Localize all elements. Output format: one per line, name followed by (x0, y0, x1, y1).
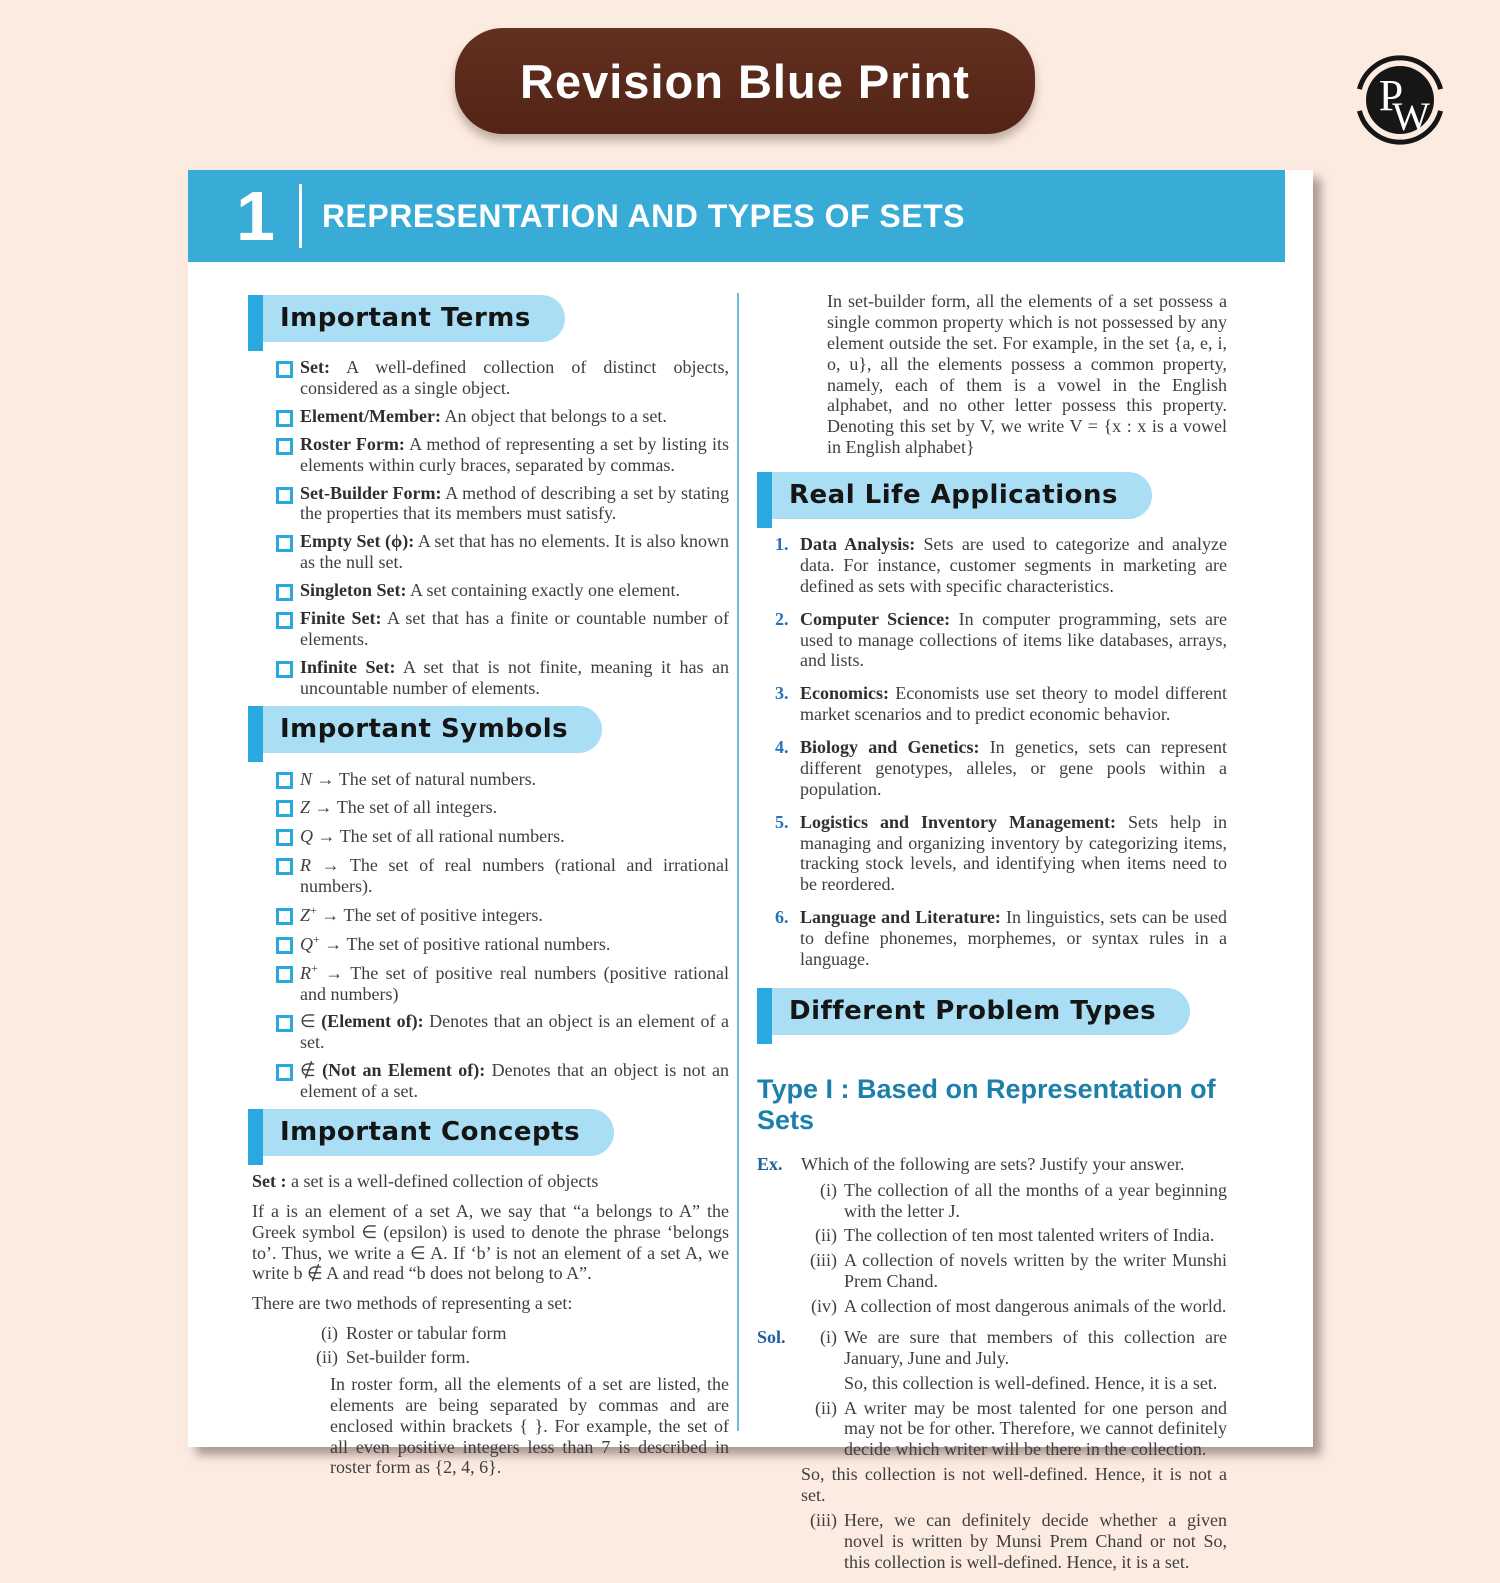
logo-letter-w: W (1392, 94, 1430, 139)
square-bullet-icon (276, 908, 293, 925)
book-page (188, 170, 1313, 1572)
revision-blueprint-title (455, 28, 1035, 134)
list-item: Singleton Set: A set containing exactly one element. (276, 580, 729, 601)
list-item: 1. Data Analysis: Sets are used to categorize and analyze data. For instance, customer segments in marketing are defined as sets with specific characteristics. (775, 534, 1227, 596)
section-different-problem-types (757, 988, 1190, 1035)
section-important-symbols (248, 706, 602, 753)
important-symbols-list (276, 768, 729, 1102)
square-bullet-icon (276, 772, 293, 789)
list-item: Q+ → The set of positive rational numbers. (276, 933, 729, 955)
section-heading: Important Concepts (263, 1109, 614, 1156)
square-bullet-icon (276, 410, 293, 427)
list-item: Infinite Set: A set that is not finite, meaning it has an uncountable number of elements. (276, 657, 729, 699)
list-item: 5. Logistics and Inventory Management: Sets help in managing and organizing inventory by categorizing items, tracking stock levels, and identifying when items need to be reordered. (775, 811, 1227, 895)
list-item: Z+ → The set of positive integers. (276, 904, 729, 926)
chapter-number: 1 (236, 177, 275, 255)
solution-block (757, 1327, 1227, 1577)
list-item: Element/Member: An object that belongs to a set. (276, 406, 729, 427)
square-bullet-icon (276, 858, 293, 875)
list-item: N → The set of natural numbers. (276, 768, 729, 790)
important-terms-list (276, 357, 729, 699)
ex-label: Ex. (757, 1153, 783, 1174)
list-item: ∉ (Not an Element of): Denotes that an object is not an element of a set. (276, 1060, 729, 1102)
list-item: ∈ (Element of): Denotes that an object is an element of a set. (276, 1011, 729, 1053)
chapter-separator (299, 184, 302, 248)
square-bullet-icon (276, 361, 293, 378)
roster-form-paragraph: In roster form, all the elements of a set are listed, the elements are being separated by commas and are enclosed within brackets { }. For example, the set of all even positive integers less than 7 is described in roster form as {2, 4, 6}. (330, 1373, 729, 1478)
section-heading: Different Problem Types (772, 988, 1190, 1035)
set-builder-paragraph: In set-builder form, all the elements of a set possess a single common property which is not possessed by any element outside the set. For example, in the set {a, e, i, o, u}, all the elements possess a common property, namely, each of them is a vowel in the English alphabet, and no other letter possess this property. Denoting this set by V, we write V = {x : x is a vowel in English alphabet} (827, 291, 1227, 458)
section-heading: Important Terms (263, 295, 565, 342)
method-item: (i) Roster or tabular form (321, 1323, 507, 1344)
list-item: R+ → The set of positive real numbers (positive rational and numbers) (276, 962, 729, 1005)
ex-item: (iii) A collection of novels written by the writer Munshi Prem Chand. (810, 1250, 1227, 1292)
square-bullet-icon (276, 584, 293, 601)
pw-logo (1352, 52, 1448, 148)
real-life-applications-list (757, 534, 1227, 970)
square-bullet-icon (276, 487, 293, 504)
square-bullet-icon (276, 966, 293, 983)
ex-question: Which of the following are sets? Justify your answer. (801, 1153, 1185, 1174)
sol-item: (i) We are sure that members of this collection are January, June and July. (820, 1326, 1227, 1368)
list-item: Set-Builder Form: A method of describing a set by stating the properties that its members must satisfy. (276, 483, 729, 525)
important-concepts-body (248, 1171, 729, 1478)
type-heading: Type I : Based on Representation of Sets (757, 1073, 1216, 1135)
section-important-terms (248, 295, 565, 342)
section-heading: Real Life Applications (772, 472, 1152, 519)
logo-letter-p: P (1378, 71, 1404, 120)
list-item: Empty Set (ϕ): A set that has no elements. It is also known as the null set. (276, 531, 729, 573)
sol-item: (iii) Here, we can definitely decide whether a given novel is written by Munsi Prem Chand or not So, this collection is well-defined. Hence, it is a set. (810, 1509, 1227, 1572)
sol-label: Sol. (757, 1326, 786, 1347)
example-block (757, 1154, 1227, 1321)
square-bullet-icon (276, 1015, 293, 1032)
concept-set-definition: Set : a set is a well-defined collection of objects (252, 1170, 599, 1191)
list-item: Finite Set: A set that has a finite or countable number of elements. (276, 608, 729, 650)
list-item: 2. Computer Science: In computer programming, sets are used to manage collections of items like databases, arrays, and lists. (775, 608, 1228, 671)
square-bullet-icon (276, 661, 293, 678)
page-title: Revision Blue Print (520, 54, 970, 108)
list-item: Roster Form: A method of representing a set by listing its elements within curly braces, separated by commas. (276, 434, 729, 476)
chapter-title: REPRESENTATION AND TYPES OF SETS (321, 197, 965, 234)
section-important-concepts (248, 1109, 614, 1156)
method-item: (ii) Set-builder form. (316, 1347, 470, 1367)
square-bullet-icon (276, 829, 293, 846)
square-bullet-icon (276, 438, 293, 455)
pill-bar (248, 1109, 263, 1165)
square-bullet-icon (276, 612, 293, 629)
sol-note: So, this collection is not well-defined. Hence, it is not a set. (801, 1464, 1227, 1505)
list-item: R → The set of real numbers (rational and irrational numbers). (276, 854, 729, 897)
ex-item: (i) The collection of all the months of a year beginning with the letter J. (820, 1179, 1227, 1221)
square-bullet-icon (276, 1064, 293, 1081)
concept-paragraph: If a is an element of a set A, we say that “a belongs to A” the Greek symbol ∈ (epsilon) is used to denote the phrase ‘belongs to’. Thus, we write a ∈ A. If ‘b’ is not an element of a set A, we write b ∉ A and read “b does not belong to A”. (252, 1200, 729, 1284)
square-bullet-icon (276, 800, 293, 817)
sol-note: So, this collection is well-defined. Hence, it is a set. (844, 1372, 1218, 1393)
pill-bar (757, 472, 772, 528)
list-item: Set: A well-defined collection of distinct objects, considered as a single object. (276, 357, 729, 399)
section-real-life-applications (757, 472, 1152, 519)
sol-item: (ii) A writer may be most talented for one person and may not be for other. Therefore, we cannot definitely decide which writer will be there in the collection. (815, 1397, 1227, 1460)
square-bullet-icon (276, 535, 293, 552)
list-item: Q → The set of all rational numbers. (276, 825, 729, 847)
left-column (248, 295, 729, 1478)
chapter-banner (188, 170, 1285, 262)
ex-item: (ii) The collection of ten most talented writers of India. (815, 1225, 1215, 1246)
column-divider (737, 293, 739, 1431)
section-heading: Important Symbols (263, 706, 602, 753)
concept-paragraph: There are two methods of representing a set: (252, 1293, 573, 1314)
list-item: 3. Economics: Economists use set theory to model different market scenarios and to predict economic behavior. (775, 683, 1227, 725)
list-item: 4. Biology and Genetics: In genetics, sets can represent different genotypes, alleles, or gene pools within a population. (775, 737, 1227, 799)
pill-bar (248, 706, 263, 762)
pill-bar (248, 295, 263, 351)
pill-bar (757, 988, 772, 1044)
ex-item: (iv) A collection of most dangerous animals of the world. (811, 1296, 1227, 1316)
list-item: Z → The set of all integers. (276, 796, 729, 818)
square-bullet-icon (276, 937, 293, 954)
right-column (757, 291, 1227, 1583)
list-item: 6. Language and Literature: In linguistics, sets can be used to define phonemes, morphemes, or syntax rules in a language. (775, 907, 1227, 969)
